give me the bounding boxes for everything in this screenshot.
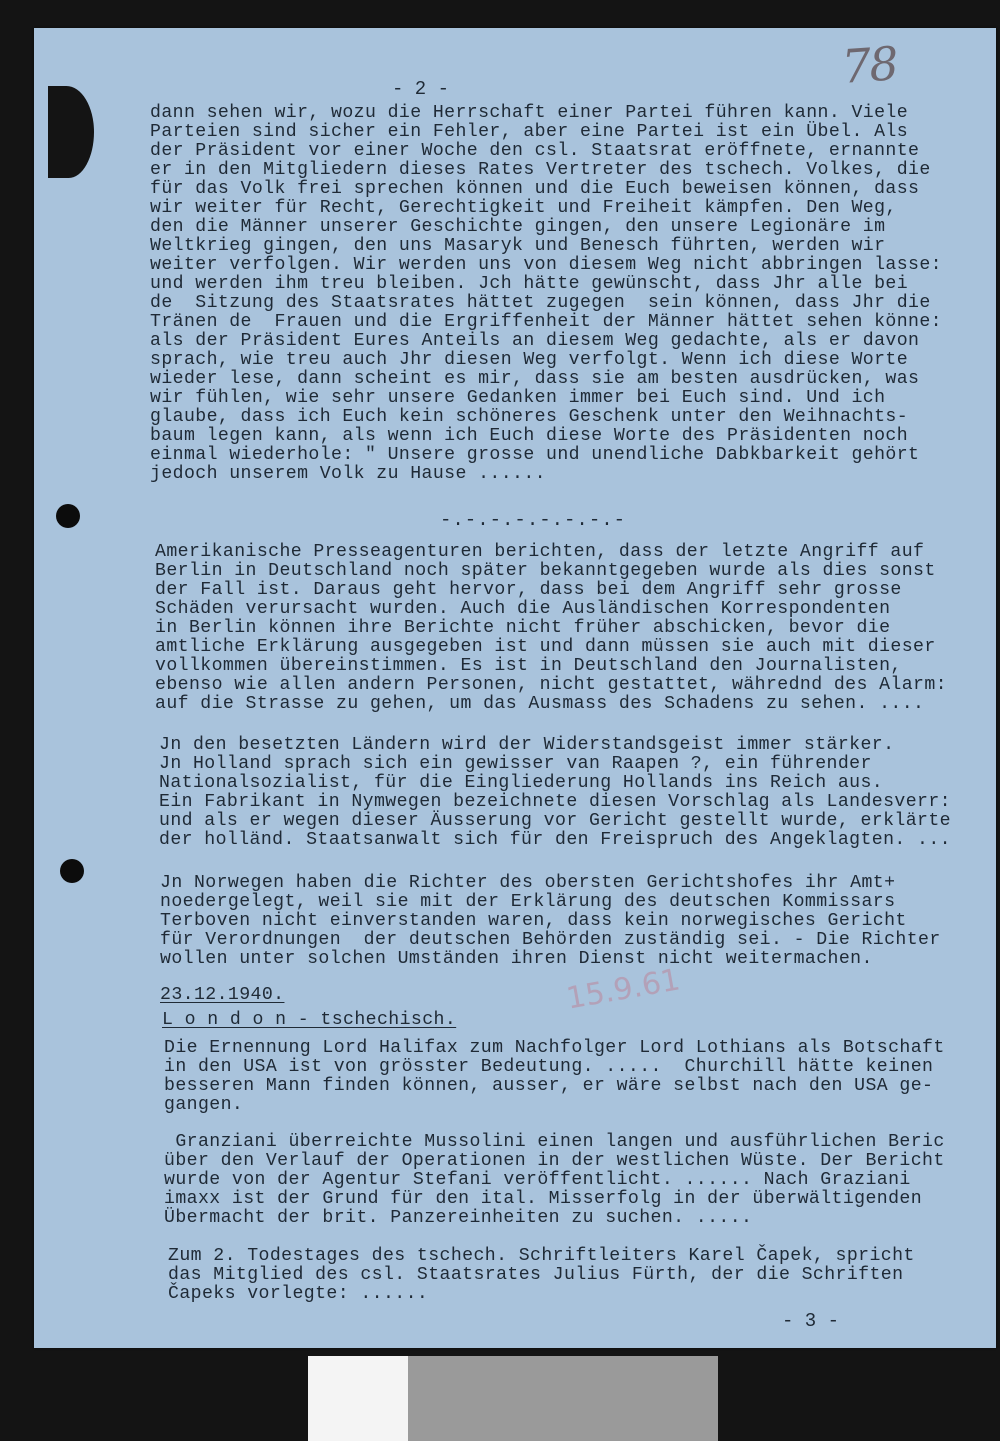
text-line: über den Verlauf der Operationen in der westlichen Wüste. Der Bericht	[164, 1151, 945, 1171]
paragraph-7	[168, 1247, 915, 1304]
separator: -.-.-.-.-.-.-.-	[440, 509, 627, 531]
section-heading: L o n d o n - tschechisch.	[162, 1010, 457, 1030]
paragraph-3	[159, 736, 951, 850]
text-line: sprach, wie treu auch Jhr diesen Weg verfolgt. Wenn ich diese Worte	[150, 350, 909, 370]
text-line: gangen.	[164, 1095, 244, 1115]
text-line: und als er wegen dieser Äusserung vor Gericht gestellt wurde, erklärte	[159, 811, 951, 831]
text-line: Čapeks vorlegte: ......	[168, 1284, 429, 1304]
paragraph-6	[164, 1133, 945, 1228]
text-line: noedergelegt, weil sie mit der Erklärung des deutschen Kommissars	[160, 892, 896, 912]
text-line: amtliche Erklärung ausgegeben ist und dann müssen sie auch mit dieser	[155, 637, 936, 657]
text-line: wieder lese, dann scheint es mir, dass sie am besten ausdrücken, was	[150, 369, 920, 389]
text-line: glaube, dass ich Euch kein schöneres Geschenk unter den Weihnachts-	[150, 407, 909, 427]
text-line: wir fühlen, wie sehr unsere Gedanken immer bei Euch sind. Und ich	[150, 388, 886, 408]
punch-hole-bottom	[60, 859, 84, 883]
text-line: er in den Mitgliedern dieses Rates Vertreter des tschech. Volkes, die	[150, 160, 931, 180]
text-line: de Sitzung des Staatsrates hättet zugegen sein können, dass Jhr die	[150, 293, 931, 313]
paragraph-2	[155, 543, 947, 714]
text-line: Jn den besetzten Ländern wird der Widerstandsgeist immer stärker.	[159, 735, 895, 755]
paragraph-1	[150, 104, 942, 484]
text-line: Weltkrieg gingen, den uns Masaryk und Benesch führten, werden wir	[150, 236, 886, 256]
text-line: Jn Holland sprach sich ein gewisser van Raapen ?, ein führender	[159, 754, 872, 774]
text-line: Berlin in Deutschland noch später bekanntgegeben wurde als dies sonst	[155, 561, 936, 581]
text-line: Übermacht der brit. Panzereinheiten zu suchen. .....	[164, 1208, 753, 1228]
text-line: Zum 2. Todestages des tschech. Schriftleiters Karel Čapek, spricht	[168, 1246, 915, 1266]
torn-corner	[48, 86, 94, 178]
punch-hole-top	[56, 504, 80, 528]
text-line: wir weiter für Recht, Gerechtigkeit und Freiheit kämpfen. Den Weg,	[150, 198, 897, 218]
text-line: als der Präsident Eures Anteils an diesem Weg gedachte, als er davon	[150, 331, 920, 351]
page-number: - 2 -	[392, 78, 450, 100]
text-line: Granziani überreichte Mussolini einen langen und ausführlichen Beric	[164, 1132, 945, 1152]
paragraph-5	[164, 1039, 945, 1115]
text-line: vollkommen übereinstimmen. Es ist in Deutschland den Journalisten,	[155, 656, 902, 676]
text-line: ebenso wie allen andern Personen, nicht gestattet, währednd des Alarm:	[155, 675, 947, 695]
text-line: einmal wiederhole: " Unsere grosse und unendliche Dabkbarkeit gehört	[150, 445, 920, 465]
text-line: in den USA ist von grösster Bedeutung. ..... Churchill hätte keinen	[164, 1057, 934, 1077]
text-line: für das Volk frei sprechen können und die Euch beweisen können, dass	[150, 179, 920, 199]
text-line: und werden ihm treu bleiben. Jch hätte gewünscht, dass Jhr alle bei	[150, 274, 909, 294]
folio-number: 78	[840, 36, 899, 94]
text-line: Tränen de Frauen und die Ergriffenheit der Männer hättet sehen könne:	[150, 312, 942, 332]
gray-scan-strip	[408, 1356, 718, 1441]
text-line: Ein Fabrikant in Nymwegen bezeichnete diesen Vorschlag als Landesverr:	[159, 792, 951, 812]
text-line: für Verordnungen der deutschen Behörden zuständig sei. - Die Richter	[160, 930, 941, 950]
text-line: weiter verfolgen. Wir werden uns von diesem Weg nicht abbringen lasse:	[150, 255, 942, 275]
text-line: besseren Mann finden können, ausser, er wäre selbst nach den USA ge-	[164, 1076, 934, 1096]
text-line: den die Männer unserer Geschichte gingen, den unsere Legionäre im	[150, 217, 886, 237]
text-line: der Präsident vor einer Woche den csl. Staatsrat eröffnete, ernannte	[150, 141, 920, 161]
text-line: das Mitglied des csl. Staatsrates Julius Fürth, der die Schriften	[168, 1265, 904, 1285]
text-line: in Berlin können ihre Berichte nicht früher abschicken, bevor die	[155, 618, 891, 638]
text-line: der holländ. Staatsanwalt sich für den Freispruch des Angeklagten. ...	[159, 830, 951, 850]
text-line: baum legen kann, als wenn ich Euch diese Worte des Präsidenten noch	[150, 426, 909, 446]
text-line: imaxx ist der Grund für den ital. Misserfolg in der überwältigenden	[164, 1189, 923, 1209]
paragraph-4	[160, 874, 941, 969]
white-scan-strip	[308, 1356, 408, 1441]
faded-stamp: 15.9.61	[563, 962, 683, 1017]
text-line: wollen unter solchen Umständen ihren Dienst nicht weitermachen.	[160, 949, 873, 969]
text-line: auf die Strasse zu gehen, um das Ausmass des Schadens zu sehen. ....	[155, 694, 925, 714]
text-line: Terboven nicht einverstanden waren, dass kein norwegisches Gericht	[160, 911, 907, 931]
next-page-marker: - 3 -	[782, 1310, 840, 1332]
text-line: Jn Norwegen haben die Richter des obersten Gerichtshofes ihr Amt+	[160, 873, 896, 893]
text-line: Die Ernennung Lord Halifax zum Nachfolger Lord Lothians als Botschaft	[164, 1038, 945, 1058]
date-line: 23.12.1940.	[160, 985, 285, 1005]
text-line: der Fall ist. Daraus geht hervor, dass bei dem Angriff sehr grosse	[155, 580, 902, 600]
text-line: Schäden verursacht wurden. Auch die Ausländischen Korrespondenten	[155, 599, 891, 619]
text-line: jedoch unserem Volk zu Hause ......	[150, 464, 546, 484]
text-line: Parteien sind sicher ein Fehler, aber eine Partei ist ein Übel. Als	[150, 122, 909, 142]
text-line: dann sehen wir, wozu die Herrschaft einer Partei führen kann. Viele	[150, 103, 909, 123]
text-line: Amerikanische Presseagenturen berichten, dass der letzte Angriff auf	[155, 542, 925, 562]
text-line: wurde von der Agentur Stefani veröffentlicht. ...... Nach Graziani	[164, 1170, 911, 1190]
text-line: Nationalsozialist, für die Eingliederung Hollands ins Reich aus.	[159, 773, 884, 793]
